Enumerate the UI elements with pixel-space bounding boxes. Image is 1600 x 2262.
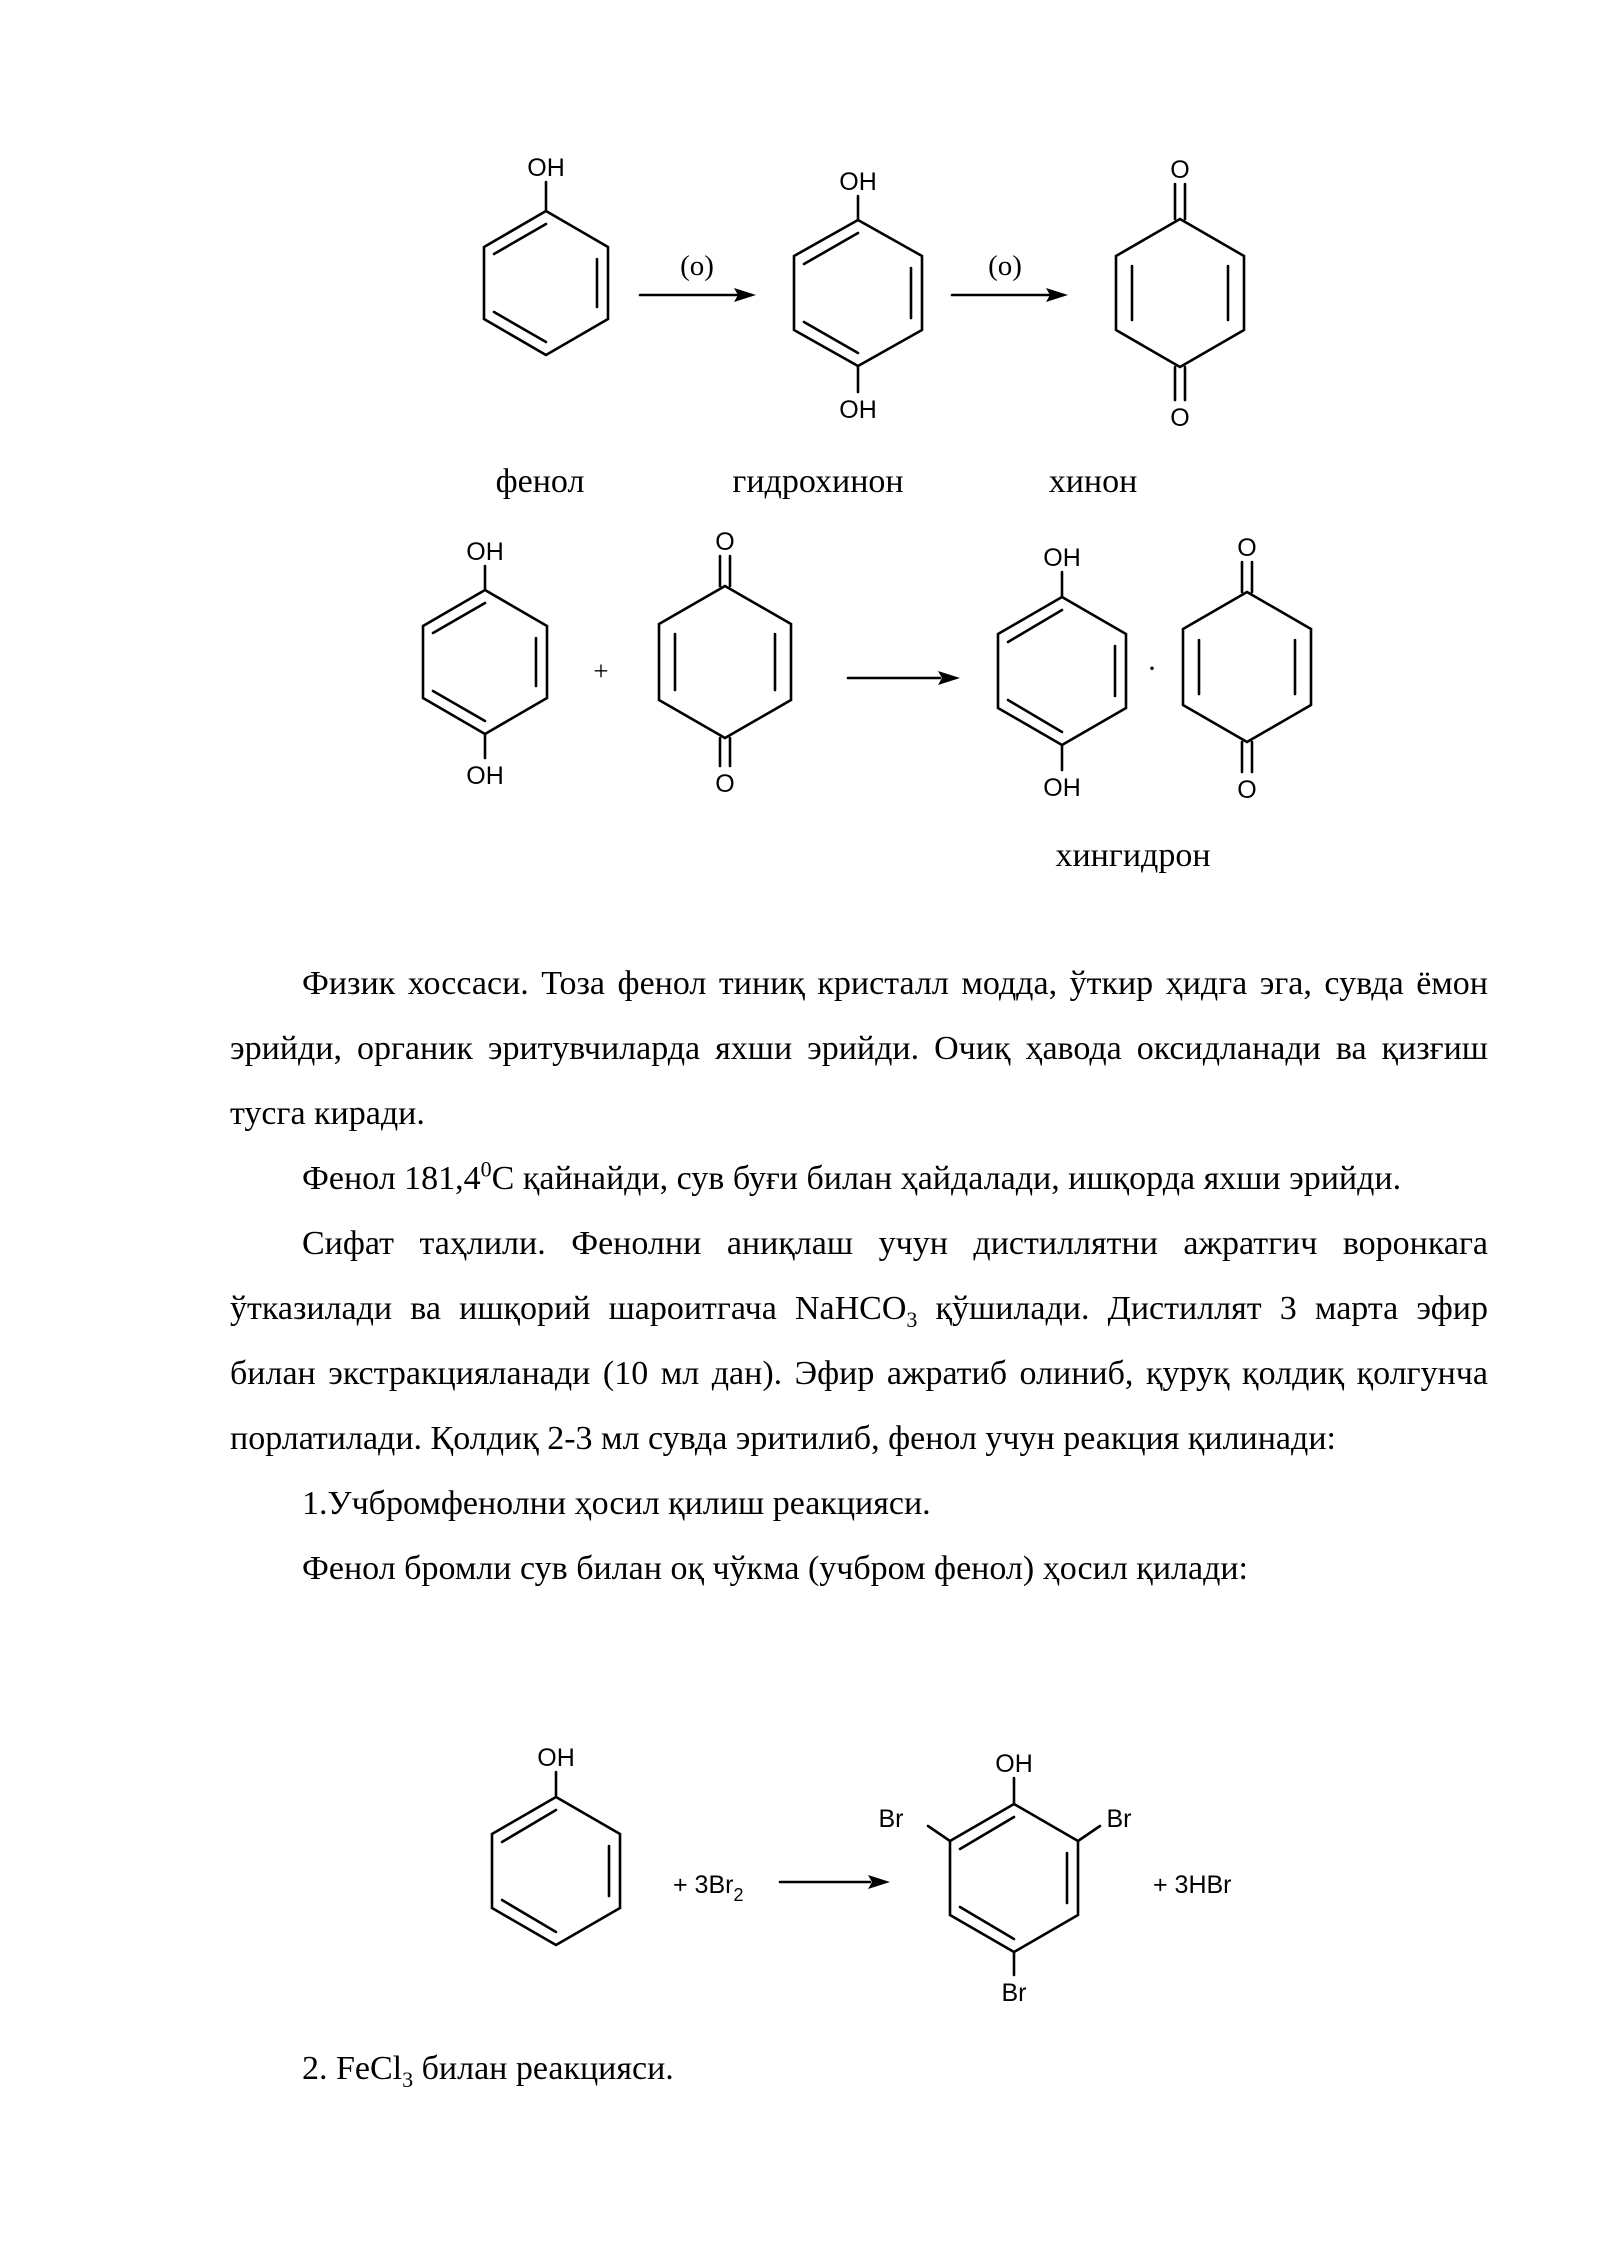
bromination-phenol-oh: OH <box>537 1744 575 1772</box>
br-bottom: Br <box>1001 1979 1027 2007</box>
q-product-structure <box>1183 534 1311 804</box>
hydroquinone-structure <box>794 168 922 424</box>
quinhydrone-arrow <box>848 671 960 685</box>
arrow1-condition: (o) <box>680 250 714 282</box>
prod-q-o-top: O <box>1237 534 1257 562</box>
quinone-o-top: O <box>1170 156 1190 184</box>
paragraph-qualitative-analysis: Сифат таҳлили. Фенолни аниқлаш учун дистиллятни ажратгич воронкага ўтказилади ва ишқорий шароитгача NaHCO$_3$ қўшилади. Дистиллят 3 марта эфир билан экстракцияланади (10 мл дан). Эфир ажратиб олиниб, қуруқ қолдиқ қолгунча порлатилади. Қолдиқ 2-3 мл сувда эритилиб, фенол учун реакция қилинади: <box>230 1225 1488 1457</box>
prod-hq-oh-bottom: OH <box>1043 774 1081 802</box>
quinone-o-bottom: O <box>1170 404 1190 432</box>
name-quinone: хинон <box>1048 463 1138 500</box>
quinhydrone-scheme <box>0 520 1600 890</box>
phenol-oh-label: OH <box>527 154 565 182</box>
bromination-phenol-structure <box>492 1744 620 1945</box>
phenol-structure <box>484 154 608 355</box>
hq-reactant-structure <box>423 538 547 790</box>
oxidation-scheme <box>0 0 1600 500</box>
paragraph-physical-properties: Физик хоссаси. Тоза фенол тиниқ кристалл модда, ўткир ҳидга эга, сувда ёмон эрийди, органик эритувчиларда яхши эрийди. Очиқ ҳавода оксидланади ва қизғиш тусга киради. <box>230 965 1488 1132</box>
q-o-top: O <box>715 528 735 556</box>
hq-oh-top: OH <box>466 538 504 566</box>
item-tribromophenol-reaction: 1.Учбромфенолни ҳосил қилиш реакцияси. <box>302 1485 931 1522</box>
prod-q-o-bottom: O <box>1237 776 1257 804</box>
item-fecl3-reaction: 2. FeCl$_3$ билан реакцияси. <box>302 2050 674 2092</box>
name-hydroquinone: гидрохинон <box>732 463 904 500</box>
byproduct-hbr: + 3HBr <box>1153 1871 1232 1899</box>
bromination-arrow <box>780 1875 890 1889</box>
arrow2-condition: (o) <box>988 250 1022 282</box>
oxidation-arrow-1 <box>640 250 756 302</box>
tribromophenol-oh: OH <box>995 1750 1033 1778</box>
quinone-structure <box>1116 156 1244 432</box>
plus-sign: + <box>593 656 609 686</box>
br-left: Br <box>878 1805 904 1833</box>
reagent-bromine: + $3Br_2$ <box>673 1871 744 1905</box>
body-text-end <box>230 2036 1488 2101</box>
paragraph-boiling-point: Фенол 181,4$^0$С қайнайди, сув буғи билан ҳайдалади, ишқорда яхши эрийди. <box>302 1156 1402 1197</box>
name-quinhydrone: хингидрон <box>1055 837 1211 874</box>
body-text <box>230 951 1488 1601</box>
bromination-scheme <box>0 1735 1600 2025</box>
hydroquinone-oh-top: OH <box>839 168 877 196</box>
hydroquinone-oh-bottom: OH <box>839 396 877 424</box>
hq-product-structure <box>998 544 1126 802</box>
complex-dot: · <box>1147 652 1157 685</box>
hq-oh-bottom: OH <box>466 762 504 790</box>
q-reactant-structure <box>659 528 791 798</box>
q-o-bottom: O <box>715 770 735 798</box>
paragraph-bromine-water: Фенол бромли сув билан оқ чўкма (учбром фенол) ҳосил қилади: <box>302 1550 1249 1587</box>
name-phenol: фенол <box>495 463 585 500</box>
br-right: Br <box>1106 1805 1132 1833</box>
tribromophenol-structure <box>879 1750 1132 2007</box>
prod-hq-oh-top: OH <box>1043 544 1081 572</box>
oxidation-arrow-2 <box>952 250 1068 302</box>
